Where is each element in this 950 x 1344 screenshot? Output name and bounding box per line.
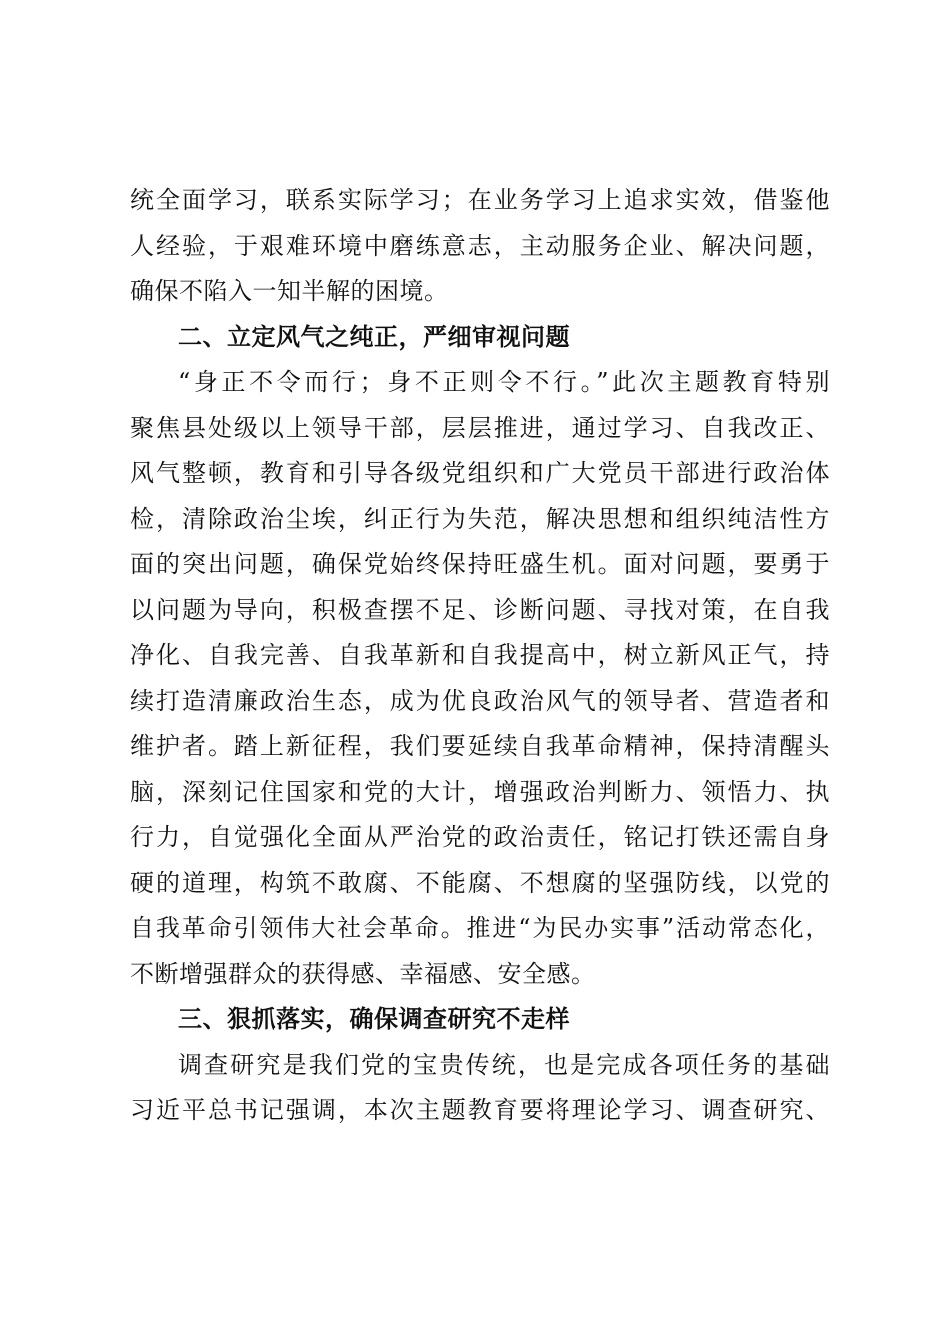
- paragraph-line: 面的突出问题，确保党始终保持旺盛生机。面对问题，要勇于: [130, 550, 830, 578]
- paragraph-line: 脑，深刻记住国家和党的大计，增强政治判断力、领悟力、执: [130, 777, 830, 806]
- paragraph-line: 习近平总书记强调，本次主题教育要将理论学习、调查研究、: [130, 1096, 830, 1124]
- paragraph-line: 净化、自我完善、自我革新和自我提高中，树立新风正气，持: [130, 641, 830, 669]
- paragraph-1: [130, 178, 830, 315]
- paragraph-line: “身正不令而行；身不正则令不行。”此次主题教育特别: [178, 368, 830, 396]
- paragraph-line: 人经验，于艰难环境中磨练意志，主动服务企业、解决问题，: [130, 231, 830, 260]
- paragraph-line: 风气整顿，教育和引导各级党组织和广大党员干部进行政治体: [130, 459, 830, 487]
- section-heading-3: 三、狠抓落实，确保调查研究不走样: [178, 1005, 570, 1033]
- paragraph-line: 统全面学习，联系实际学习；在业务学习上追求实效，借鉴他: [130, 186, 830, 214]
- paragraph-line: 自我革命引领伟大社会革命。推进“为民办实事”活动常态化，: [130, 914, 830, 942]
- document-body: [130, 178, 830, 1134]
- paragraph-line: 硬的道理，构筑不敢腐、不能腐、不想腐的坚强防线，以党的: [130, 868, 830, 897]
- section-heading-2: 二、立定风气之纯正，严细审视问题: [178, 322, 570, 351]
- paragraph-line: 确保不陷入一知半解的困境。: [130, 277, 449, 305]
- paragraph-line: 以问题为导向，积极查摆不足、诊断问题、寻找对策，在自我: [130, 595, 830, 624]
- paragraph-line: 聚焦县处级以上领导干部，层层推进，通过学习、自我改正、: [130, 413, 830, 442]
- paragraph-line: 维护者。踏上新征程，我们要延续自我革命精神，保持清醒头: [130, 732, 830, 760]
- paragraph-line: 检，清除政治尘埃，纠正行为失范，解决思想和组织纯洁性方: [130, 504, 830, 533]
- paragraph-2: [130, 360, 830, 997]
- paragraph-line: 调查研究是我们党的宝贵传统，也是完成各项任务的基础: [178, 1050, 830, 1079]
- paragraph-line: 行力，自觉强化全面从严治党的政治责任，铭记打铁还需自身: [130, 823, 830, 851]
- paragraph-line: 续打造清廉政治生态，成为优良政治风气的领导者、营造者和: [130, 686, 830, 715]
- paragraph-3: [130, 1043, 830, 1134]
- paragraph-line: 不断增强群众的获得感、幸福感、安全感。: [130, 959, 596, 988]
